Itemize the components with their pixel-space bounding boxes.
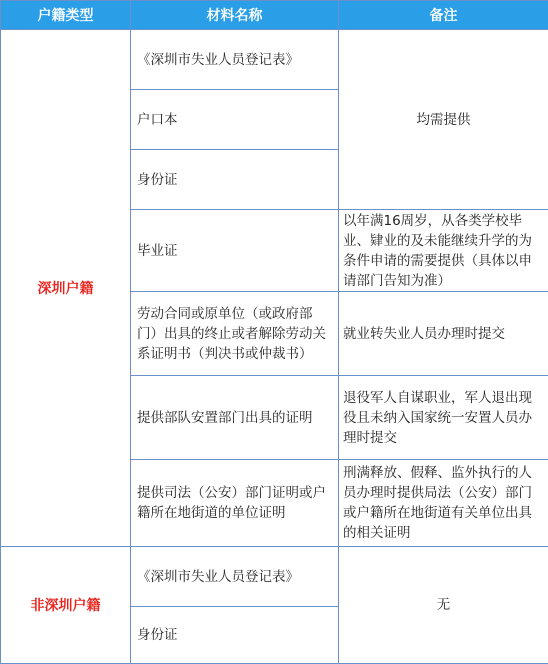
header-row bbox=[1, 1, 548, 30]
note-cell: 就业转失业人员办理时提交 bbox=[339, 292, 548, 376]
note-cell: 以年满16周岁，从各类学校毕业、肄业的及未能继续升学的为条件申请的需要提供（具体以申请部门告知为准） bbox=[339, 210, 548, 292]
material-cell: 身份证 bbox=[131, 607, 339, 664]
note-cell: 退役军人自谋职业，军人退出现役且未纳入国家统一安置人员办理时提交 bbox=[339, 376, 548, 460]
material-cell: 毕业证 bbox=[131, 210, 339, 292]
material-cell: 户口本 bbox=[131, 90, 339, 150]
material-cell: 身份证 bbox=[131, 150, 339, 210]
type-shenzhen: 深圳户籍 bbox=[1, 30, 131, 547]
note-cell: 刑满释放、假释、监外执行的人员办理时提供局法（公安）部门或户籍所在地街道有关单位出具的相关证明 bbox=[339, 460, 548, 547]
material-cell: 《深圳市失业人员登记表》 bbox=[131, 547, 339, 607]
material-cell: 劳动合同或原单位（或政府部门）出具的终止或者解除劳动关系证明书（判决书或仲裁书） bbox=[131, 292, 339, 376]
header-material-name: 材料名称 bbox=[131, 1, 339, 30]
material-cell: 提供部队安置部门出具的证明 bbox=[131, 376, 339, 460]
table-row bbox=[1, 30, 548, 90]
note-cell-shared: 无 bbox=[339, 547, 548, 664]
table-row bbox=[1, 547, 548, 607]
material-cell: 提供司法（公安）部门证明或户籍所在地街道的单位证明 bbox=[131, 460, 339, 547]
header-household-type: 户籍类型 bbox=[1, 1, 131, 30]
material-cell: 《深圳市失业人员登记表》 bbox=[131, 30, 339, 90]
type-non-shenzhen: 非深圳户籍 bbox=[1, 547, 131, 664]
header-remarks: 备注 bbox=[339, 1, 548, 30]
note-cell-shared: 均需提供 bbox=[339, 30, 548, 210]
